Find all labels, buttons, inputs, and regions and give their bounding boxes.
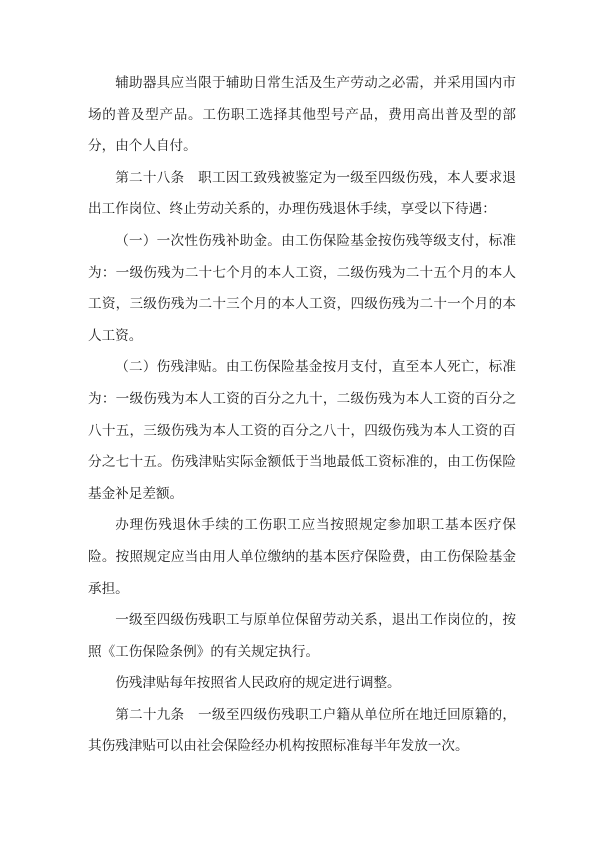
document-body (88, 68, 516, 763)
paragraph-allowance-adjustment: 伤残津贴每年按照省人民政府的规定进行调整。 (115, 675, 401, 692)
paragraph-lump-sum-subsidy: （一）一次性伤残补助金。由工伤保险基金按伤残等级支付，标准为：一级伤残为二十七个月的本人工资，二级伤残为二十五个月的本人工资，三级伤残为二十三个月的本人工资，四级伤残为二十一个月的本人工资。 (88, 232, 516, 344)
paragraph-article-29: 第二十九条 一级至四级伤残职工户籍从单位所在地迁回原籍的，其伤残津贴可以由社会保险经办机构按照标准每半年发放一次。 (88, 706, 516, 755)
paragraph-assistive-devices: 辅助器具应当限于辅助日常生活及生产劳动之必需，并采用国内市场的普及型产品。工伤职工选择其他型号产品，费用高出普及型的部分，由个人自付。 (88, 75, 516, 155)
paragraph-disability-allowance: （二）伤残津贴。由工伤保险基金按月支付，直至本人死亡，标准为：一级伤残为本人工资的百分之九十，二级伤残为本人工资的百分之八十五，三级伤残为本人工资的百分之八十，四级伤残为本人工资的百分之七十五。伤残津贴实际金额低于当地最低工资标准的，由工伤保险基金补足差额。 (88, 359, 516, 502)
paragraph-medical-insurance: 办理伤残退休手续的工伤职工应当按照规定参加职工基本医疗保险。按照规定应当由用人单位缴纳的基本医疗保险费，由工伤保险基金承担。 (88, 517, 516, 597)
paragraph-article-28: 第二十八条 职工因工致残被鉴定为一级至四级伤残，本人要求退出工作岗位、终止劳动关系的，办理伤残退休手续，享受以下待遇： (88, 169, 516, 218)
paragraph-retain-labor-relation: 一级至四级伤残职工与原单位保留劳动关系，退出工作岗位的，按照《工伤保险条例》的有关规定执行。 (88, 612, 516, 660)
